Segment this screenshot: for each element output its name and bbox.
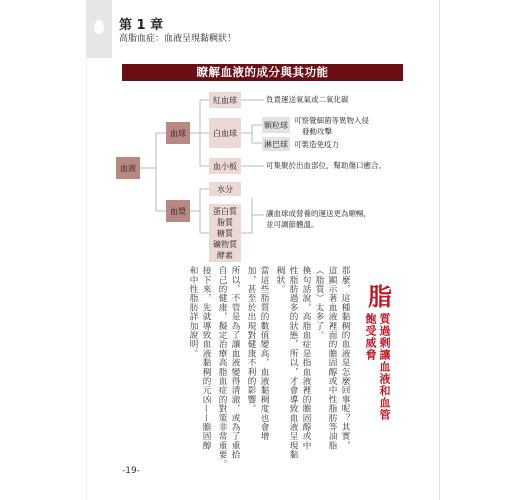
granulocyte-desc-line: 可察覺細菌等異物入侵 (294, 116, 369, 125)
solid-item: 酵素 (217, 250, 233, 260)
body-column: 那麼，這種黏稠的血液是怎麼回事呢？其實， (340, 266, 350, 450)
plasma-desc-line: 並可調節體溫。 (266, 220, 319, 229)
granulocyte-description (294, 115, 369, 137)
body-column: 換句話說，高脂血症是指血液裡的膽固醇或中 (301, 266, 311, 450)
page-number: -19- (122, 466, 140, 476)
body-column: 稠狀。 (275, 266, 285, 294)
node-lymphocyte: 淋巴球 (262, 137, 290, 151)
chapter-number: 第 1 章 (119, 18, 164, 33)
body-column: 所以，不管是為了讓血液變得清澈，或為了重拾 (230, 266, 240, 460)
body-column: （脂質）太多了。 (314, 266, 324, 340)
node-blood-cells: 血球 (166, 122, 190, 144)
body-column: 當這些脂質的數值變高，血液黏稠度也會增 (259, 266, 269, 441)
node-water: 水分 (209, 182, 241, 196)
body-column: 加，甚至於出現對健康不利的影響。 (246, 266, 256, 414)
chapter-subtitle: 高脂血症：血液呈現黏稠狀！ (119, 34, 237, 44)
plasma-description (266, 208, 371, 230)
body-column: 自己的健康，擬定治療高脂血症的對策非常重要。 (217, 266, 227, 469)
article-heading-initial: 脂 (368, 283, 392, 311)
solid-item: 糖質 (217, 228, 233, 238)
solid-item: 礦物質 (213, 239, 237, 249)
node-platelet: 血小板 (209, 158, 241, 174)
lymphocyte-description: 可製造免疫力 (294, 140, 339, 149)
node-blood: 血液 (116, 157, 140, 179)
body-column: 性脂肪過多的狀態，所以，才會導致血液呈現黏 (288, 266, 298, 460)
solid-item: 脂質 (217, 217, 233, 227)
solid-item: 蛋白質 (213, 206, 237, 216)
node-solids (209, 204, 241, 262)
node-plasma: 血漿 (166, 200, 190, 222)
body-column: 和中性脂肪詳加說明。 (188, 266, 198, 358)
platelet-description: 可集聚於出血部位，幫助傷口癒合。 (266, 161, 386, 170)
body-column: 這顯示著血液裡面的膽固醇或中性脂肪等油脂 (327, 266, 337, 450)
red-cell-description: 負責運送氧氣或二氧化碳 (266, 95, 349, 104)
article-heading-line: 質過剩讓血液和血管 (378, 313, 391, 421)
plasma-desc-line: 讓血球或營養的運送更為順暢， (266, 209, 371, 218)
body-column: 接下來，先就導致血液黏稠的元凶——膽固醇 (201, 266, 211, 450)
section-banner: 瞭解血液的成分與其功能 (122, 64, 403, 81)
article-heading-line: 飽受威脅 (364, 313, 377, 361)
node-red-blood-cell: 紅血球 (209, 92, 241, 108)
granulocyte-desc-line: 發動攻擊 (302, 127, 332, 136)
node-granulocyte: 顆粒球 (262, 117, 290, 133)
node-white-blood-cell: 白血球 (209, 118, 241, 148)
